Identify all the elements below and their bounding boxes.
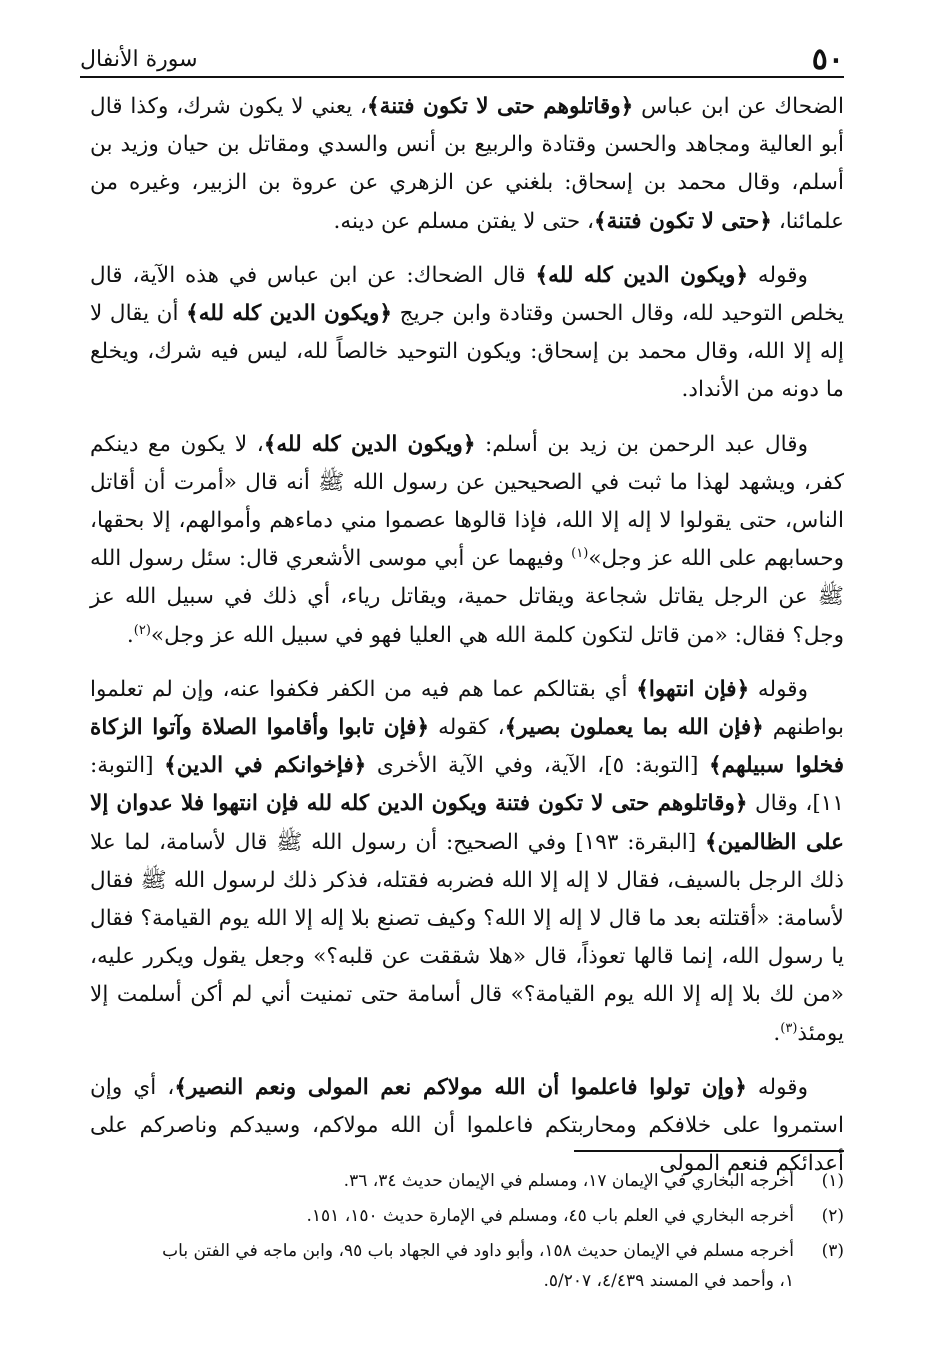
quran-quote: ﴿فإن انتهوا﴾ bbox=[636, 676, 750, 702]
footnotes bbox=[150, 1166, 844, 1301]
quran-quote: ﴿وإن تولوا فاعلموا أن الله مولاكم نعم المولى ونعم النصير﴾ bbox=[174, 1074, 747, 1100]
footnote-1 bbox=[150, 1166, 844, 1196]
quran-quote: ﴿ويكون الدين كله لله﴾ bbox=[186, 301, 393, 327]
footnote-text: أخرجه مسلم في الإيمان حديث ١٥٨، وأبو داود في الجهاد باب ٩٥، وابن ماجه في الفتن باب ١، وأحمد في المسند ٤/٤٣٩، ٥/٢٠٧. bbox=[162, 1241, 794, 1291]
footnote-3 bbox=[150, 1236, 844, 1296]
footnote-number: (٢) bbox=[821, 1206, 844, 1226]
paragraph-1: الضحاك عن ابن عباس ﴿وقاتلوهم حتى لا تكون فتنة﴾، يعني لا يكون شرك، وكذا قال أبو العالية ومجاهد والحسن وقتادة والربيع بن أنس والسدي ومقاتل بن حيان وزيد بن أسلم، وقال محمد بن إسحاق: بلغني عن الزهري عن عروة بن الزبير، وغيره من علمائنا، ﴿حتى لا تكون فتنة﴾، حتى لا يفتن مسلم عن دينه. bbox=[90, 94, 844, 234]
footnote-text: أخرجه البخاري في العلم باب ٤٥، ومسلم في الإمارة حديث ١٥٠، ١٥١. bbox=[306, 1206, 794, 1226]
footnote-ref-2[interactable]: (٢) bbox=[133, 622, 151, 638]
quran-quote: ﴿فإخوانكم في الدين﴾ bbox=[164, 753, 367, 779]
quran-quote: ﴿فإن تابوا وأقاموا الصلاة وآتوا الزكاة فخلوا سبيلهم﴾ bbox=[90, 715, 845, 779]
quran-quote: ﴿حتى لا تكون فتنة﴾ bbox=[594, 208, 772, 234]
footnote-number: (١) bbox=[821, 1171, 844, 1191]
paragraph-2: وقوله ﴿ويكون الدين كله لله﴾ قال الضحاك: عن ابن عباس في هذه الآية، قال يخلص التوحيد لله، وقال الحسن وقتادة وابن جريج ﴿ويكون الدين كله لله﴾ أن يقال لا إله إلا الله، وقال محمد بن إسحاق: ويكون التوحيد خالصاً لله، ليس فيه شرك، ويخلع ما دونه من الأنداد. bbox=[90, 262, 844, 403]
page-header bbox=[80, 42, 844, 78]
footnote-ref-3[interactable]: (٣) bbox=[780, 1020, 798, 1036]
page-number: ٥٠ bbox=[811, 41, 844, 77]
paragraph-4: وقوله ﴿فإن انتهوا﴾ أي بقتالكم عما هم فيه من الكفر فكفوا عنه، وإن لم تعلموا بواطنهم ﴿فإن الله بما يعملون بصير﴾، كقوله ﴿فإن تابوا وأقاموا الصلاة وآتوا الزكاة فخلوا سبيلهم﴾ [التوبة: ٥]، الآية، وفي الآية الأخرى ﴿فإخوانكم في الدين﴾ [التوبة: ١١]، وقال ﴿وقاتلوهم حتى لا تكون فتنة ويكون الدين كله لله فإن انتهوا فلا عدوان إلا على الظالمين﴾ [البقرة: ١٩٣] وفي الصحيح: أن رسول الله ﷺ قال لأسامة، لما علا ذلك الرجل بالسيف، فقال لا إله إلا الله فضربه فقتله، فذكر ذلك لرسول الله ﷺ فقال لأسامة: «أقتلته بعد ما قال لا إله إلا الله؟ وكيف تصنع بلا إله إلا الله يوم القيامة؟ فقال يا رسول الله، إنما قالها تعوذاً، قال «هلا شققت عن قلبه؟» وجعل يقول ويكرر عليه، «من لك بلا إله إلا الله يوم القيامة؟» قال أسامة حتى تمنيت أني لم أكن أسلمت إلا يومئذ$^{(٣)}$. bbox=[90, 676, 845, 1046]
quran-quote: ﴿فإن الله بما يعملون بصير﴾ bbox=[504, 715, 764, 741]
quran-quote: ﴿ويكون الدين كله لله﴾ bbox=[263, 431, 476, 457]
quran-quote: ﴿وقاتلوهم حتى لا تكون فتنة﴾ bbox=[367, 94, 634, 119]
footnote-ref-1[interactable]: (١) bbox=[571, 546, 589, 562]
footnote-divider bbox=[574, 1150, 844, 1152]
paragraph-3: وقال عبد الرحمن بن زيد بن أسلم: ﴿ويكون الدين كله لله﴾، لا يكون مع دينكم كفر، ويشهد لهذا ما ثبت في الصحيحين عن رسول الله ﷺ أنه قال «أمرت أن أقاتل الناس، حتى يقولوا لا إله إلا الله، فإذا قالوها عصموا مني دماءهم وأموالهم، إلا بحقها، وحسابهم على الله عز وجل»$^{(١)}$ وفيهما عن أبي موسى الأشعري قال: سئل رسول الله ﷺ عن الرجل يقاتل شجاعة ويقاتل حمية، ويقاتل رياء، أي ذلك في سبيل الله عز وجل؟ فقال: «من قاتل لتكون كلمة الله هي العليا فهو في سبيل الله عز وجل»$^{(٢)}$. bbox=[90, 431, 845, 648]
quran-quote: ﴿وقاتلوهم حتى لا تكون فتنة ويكون الدين كله لله فإن انتهوا فلا عدوان إلا على الظالمين﴾ bbox=[90, 791, 844, 855]
quran-quote: ﴿ويكون الدين كله لله﴾ bbox=[535, 262, 749, 288]
main-text bbox=[90, 88, 844, 1199]
footnote-2 bbox=[150, 1201, 844, 1231]
paragraph-5: وقوله ﴿وإن تولوا فاعلموا أن الله مولاكم نعم المولى ونعم النصير﴾، أي وإن استمروا على خلافكم ومحاربتكم فاعلموا أن الله مولاكم، وسيدكم وناصركم على أعدائكم فنعم المولى bbox=[90, 1074, 844, 1177]
footnote-text: أخرجه البخاري في الإيمان ١٧، ومسلم في الإيمان حديث ٣٤، ٣٦. bbox=[343, 1171, 794, 1191]
surah-title: سورة الأنفال bbox=[80, 46, 198, 72]
footnote-number: (٣) bbox=[821, 1241, 844, 1261]
